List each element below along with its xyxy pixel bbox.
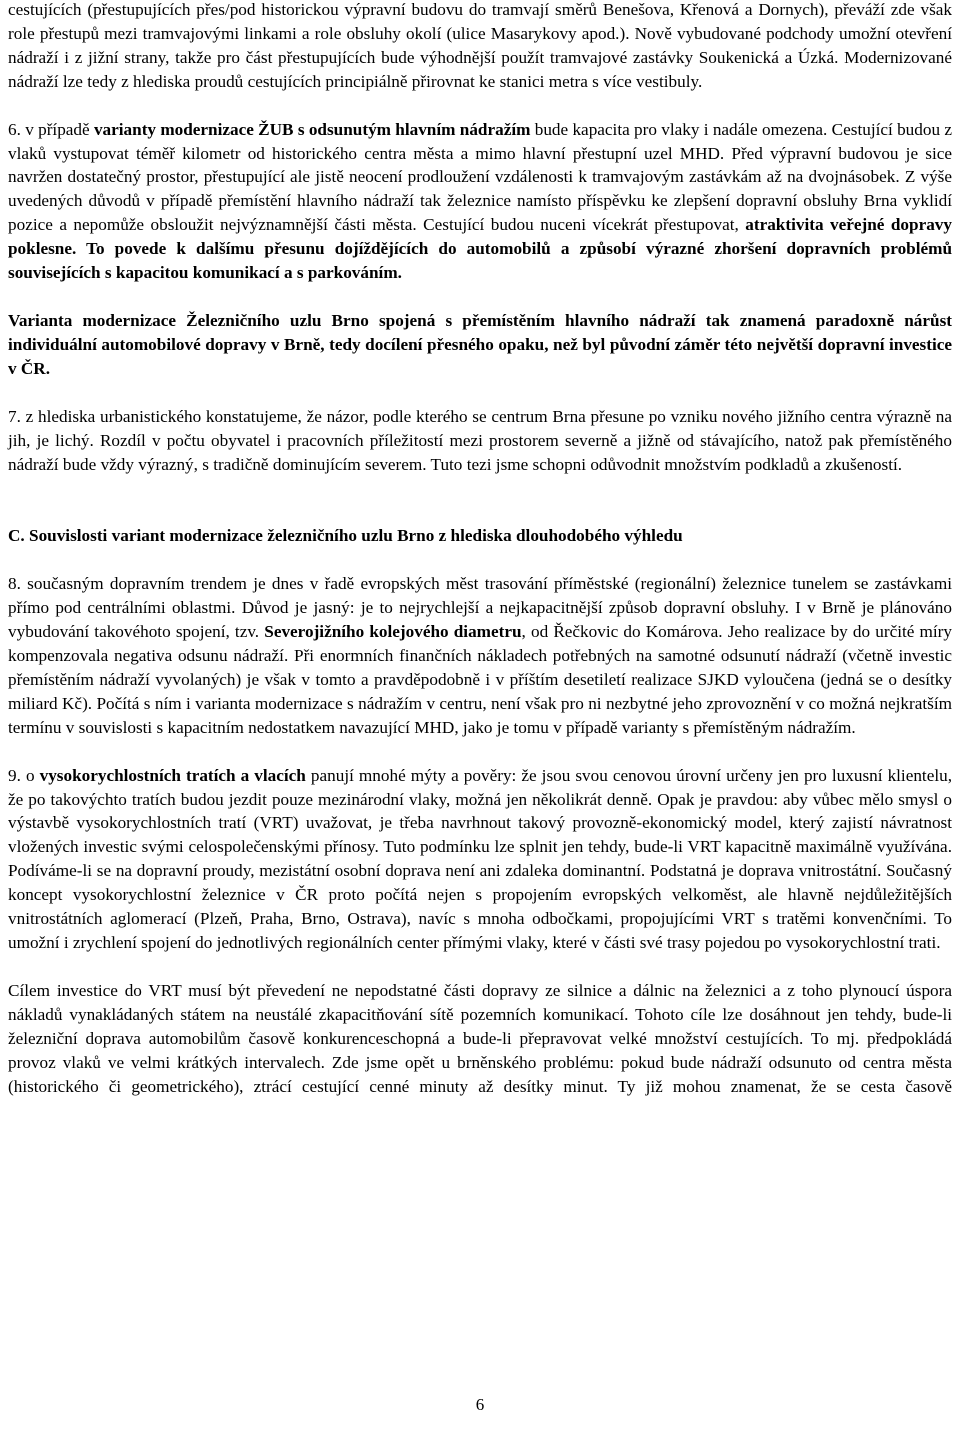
paragraph-9 xyxy=(8,764,952,955)
text-span: bude kapacita pro vlaky i nadále omezena. Cestující budou z vlaků vystupovat téměř kilometr od historického centra města a mimo hlavní přestupní uzel MHD. Před výpravní budovou je sice navržen dostatečný prostor, přestupující ale jistě neocení prodloužení vzdálenosti k tramvajovým zastávkám až na dvojnásobek. Z výše uvedených důvodů v případě přemístění hlavního nádraží tak železnice namísto příspěvku ke zlepšení dopravní obsluhy Brna vyklidí pozice a nepomůže obsloužit nejvýznamnější části města. Cestující budou nuceni vícekrát přestupovat, xyxy=(8,119,952,235)
bold-span: Severojižního kolejového diametru xyxy=(264,622,522,642)
paragraph-gap xyxy=(8,740,952,764)
paragraph-conclusion xyxy=(8,309,952,381)
paragraph-gap xyxy=(8,94,952,118)
text-span: cestujících (přestupujících přes/pod historickou výpravní budovu do tramvají směrů Benešova, Křenová a Dornych), převáží zde však role přestupů mezi tramvajovými linkami a role obsluhy okolí (ulice Masarykovy apod.). Nově vybudované podchody umožní otevření nádraží i z jižní strany, takže pro část přestupujících bude výhodnější použít tramvajové zastávky Soukenická a Úzká. Modernizované nádraží lze tedy z hlediska proudů cestujících principiálně přirovnat ke stanici metra s více vestibuly. xyxy=(8,0,952,91)
bold-span: atraktivita veřejné dopravy poklesne. To povede k dalšímu přesunu dojíždějících do automobilů a způsobí výrazné zhoršení dopravních problémů souvisejících s kapacitou komunikací a s parkováním. xyxy=(8,215,952,283)
text-span: , od Řečkovic do Komárova. Jeho realizace by do určité míry kompenzovala negativa odsunu nádraží. Při enormních finančních nákladech potřebných na samotné odsunutí nádraží (včetně investic přemístěním nádraží vyvolaných) je však v tomto a pravděpodobně i v příštím desetiletí realizace SJKD vyloučena (jedná se o desítky miliard Kč). Počítá s ním i varianta modernizace s nádražím v centru, není však pro ni nezbytné jeho zprovoznění v co možná nejkratším termínu v souvislosti s kapacitním nedostatkem navazující MHD, jako je tomu v případě varianty s přemístěným nádražím. xyxy=(8,622,952,737)
paragraph-10 xyxy=(8,979,952,1099)
paragraph-gap xyxy=(8,955,952,979)
page-number: 6 xyxy=(475,1395,485,1414)
paragraph-gap xyxy=(8,285,952,309)
paragraph-8 xyxy=(8,572,952,739)
section-heading-c: C. Souvislosti variant modernizace železničního uzlu Brno z hlediska dlouhodobého výhledu xyxy=(8,526,683,546)
section-gap xyxy=(8,476,952,524)
bold-span: Varianta modernizace Železničního uzlu Brno spojená s přemístěním hlavního nádraží tak znamená paradoxně nárůst individuální automobilové dopravy v Brně, tedy docílení přesného opaku, než byl původní záměr této největší dopravní investice v ČR. xyxy=(8,310,952,378)
paragraph-7 xyxy=(8,405,952,477)
text-span: Cílem investice do VRT musí být převedení ne nepodstatné části dopravy ze silnice a dálnic na železnici a z toho plynoucí úspora nákladů vynakládaných státem na neustálé zkapacitňování sítě pozemních komunikací. Tohoto cíle lze dosáhnout jen tehdy, bude-li železniční doprava automobilům časově konkurenceschopná a bude-li přepravovat velké množství cestujících. To mj. předpokládá provoz vlaků ve velmi krátkých intervalech. Zde jsme opět u brněnského problému: pokud bude nádraží odsunuto od centra města (historického či geometrického), ztrácí cestující cenné minuty až desítky minut. Ty již mohou znamenat, že se cesta časově xyxy=(8,980,952,1096)
text-span: 6. v případě xyxy=(8,119,94,139)
text-span: panují mnohé mýty a pověry: že jsou svou cenovou úrovní určeny jen pro luxusní klientelu, že po takovýchto tratích budou jezdit pouze mezinárodní vlaky, možná jen několikrát denně. Opak je pravdou: aby vůbec mělo smysl o výstavbě vysokorychlostních tratí (VRT) uvažovat, je třeba navrhnout takový provozně-ekonomický model, který zajistí návratnost vložených investic svými celospolečenskými přínosy. Tuto podmínku lze splnit jen tehdy, bude-li VRT kapacitně maximálně využívána. Podíváme-li se na dopravní proudy, mezistátní osobní doprava není ani zdaleka dominantní. Podstatná je doprava vnitrostátní. Současný koncept vysokorychlostní železnice v ČR proto počítá nejen s propojením evropských velkoměst, ale hlavně nejdůležitějších vnitrostátních aglomerací (Plzeň, Praha, Brno, Ostrava), navíc s mnoha odbočkami, propojujícími VRT s tratěmi konvenčními. To umožní i zrychlení spojení do jednotlivých regionálních center přímými vlaky, které v části své trasy pojedou po vysokorychlostní trati. xyxy=(8,765,952,952)
paragraph-6 xyxy=(8,118,952,285)
bold-span: vysokorychlostních tratích a vlacích xyxy=(39,765,306,785)
text-span: 8. současným dopravním trendem je dnes v řadě evropských měst trasování příměstské (regionální) železnice tunelem se zastávkami přímo pod centrálními oblastmi. Důvod je jasný: je to nejrychlejší a nejkapacitnější způsob dopravní obsluhy. I v Brně je plánováno vybudování takovéhoto spojení, tzv. xyxy=(8,574,952,642)
paragraph-gap xyxy=(8,381,952,405)
text-span: 7. z hlediska urbanistického konstatujeme, že názor, podle kterého se centrum Brna přesune po vzniku nového jižního centra výrazně na jih, je lichý. Rozdíl v počtu obyvatel i pracovních příležitostí mezi prostorem severně a jižně od stávajícího, natož pak přemístěného nádraží bude vždy výrazný, s tradičně dominujícím severem. Tuto tezi jsme schopni odůvodnit množstvím podkladů a zkušeností. xyxy=(8,406,952,474)
paragraph-gap xyxy=(8,548,952,572)
bold-span: varianty modernizace ŽUB s odsunutým hlavním nádražím xyxy=(93,119,531,139)
text-span: 9. o xyxy=(8,765,40,785)
paragraph-continuation xyxy=(8,0,952,94)
